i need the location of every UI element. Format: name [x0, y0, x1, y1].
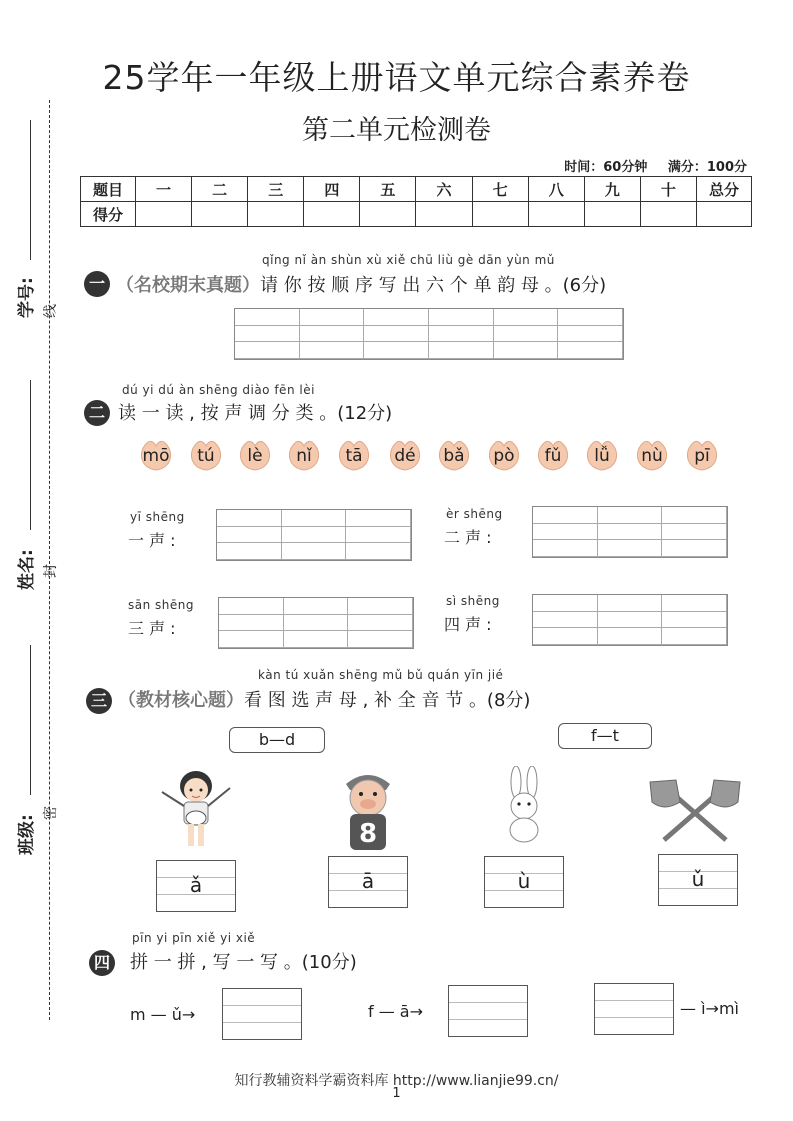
syllable-peach [582, 436, 622, 472]
syllable-text: tú [197, 446, 215, 466]
exam-meta [548, 156, 747, 175]
syllable-peach [136, 436, 176, 472]
tone3-writing-grid[interactable] [218, 597, 414, 649]
choice-b-d: b—d [229, 727, 325, 753]
syllable-peach [284, 436, 324, 472]
score-table-header-row [81, 177, 752, 202]
exam-subtitle: 第二单元检测卷 [302, 115, 491, 146]
q1-prompt [116, 271, 606, 297]
pig-with-eight-icon [330, 766, 406, 854]
answer-box[interactable] [484, 856, 564, 908]
score-cell: 二 [192, 177, 248, 202]
score-input[interactable] [360, 202, 416, 227]
syllable-text: pī [694, 446, 710, 466]
binding-dashed-line [49, 100, 50, 1020]
syllable-text: pò [493, 446, 515, 466]
full-score: 满分：100分 [667, 160, 747, 175]
exam-title: 25学年一年级上册语文单元综合素养卷 [102, 58, 691, 97]
q4-answer-box[interactable] [222, 988, 302, 1040]
tone1-pinyin: yī shēng [130, 510, 185, 524]
tone2-label: 二 声 : [444, 528, 492, 547]
syllable-text: nǐ [296, 446, 312, 466]
score-cell: 三 [248, 177, 304, 202]
score-cell: 八 [528, 177, 584, 202]
score-input[interactable] [304, 202, 360, 227]
q3-prompt [118, 686, 530, 712]
tone2-writing-grid[interactable] [532, 506, 728, 558]
q1-text: 请 你 按 顺 序 写 出 六 个 单 韵 母 。(6分) [260, 275, 607, 296]
answer-box[interactable] [328, 856, 408, 908]
answer-vowel: ù [517, 869, 531, 893]
q4-item1: m — ǔ→ [130, 1005, 196, 1024]
crossed-axes-icon [646, 778, 744, 844]
score-cell: 总分 [697, 177, 752, 202]
score-cell: 五 [360, 177, 416, 202]
tone3-pinyin: sān shēng [128, 598, 194, 612]
q1-pinyin: qǐng nǐ àn shùn xù xiě chū liù gè dān yùn mǔ [262, 253, 555, 267]
score-input[interactable] [192, 202, 248, 227]
score-row-label: 得分 [81, 202, 136, 227]
score-cell: 题目 [81, 177, 136, 202]
syllable-text: mō [142, 446, 170, 466]
syllable-peach [434, 436, 474, 472]
syllable-peach-row [136, 436, 726, 476]
q1-writing-grid[interactable] [234, 308, 624, 360]
tone4-writing-grid[interactable] [532, 594, 728, 646]
score-table-score-row [81, 202, 752, 227]
answer-vowel: ǔ [691, 867, 705, 891]
syllable-text: lǚ [594, 446, 610, 466]
time-limit: 时间：60分钟 [564, 160, 648, 175]
syllable-peach [186, 436, 226, 472]
q4-text: 拼 一 拼 , 写 一 写 。(10分) [130, 952, 357, 973]
name-label: 姓名: [17, 549, 37, 590]
tone1-label: 一 声 : [128, 531, 176, 550]
score-input[interactable] [416, 202, 472, 227]
q3-pinyin: kàn tú xuǎn shēng mǔ bǔ quán yīn jié [258, 668, 504, 682]
syllable-text: nù [641, 446, 663, 466]
syllable-peach [484, 436, 524, 472]
q1-number-badge: 一 [84, 271, 110, 297]
score-input[interactable] [248, 202, 304, 227]
q1-tag: （名校期末真题） [116, 275, 260, 296]
score-cell: 九 [584, 177, 640, 202]
seal-label: 封 [43, 564, 59, 578]
student-no-label: 学号: [17, 277, 37, 318]
score-input[interactable] [584, 202, 640, 227]
q3-text: 看 图 选 声 母 , 补 全 音 节 。(8分) [244, 690, 531, 711]
class-rule [30, 645, 31, 795]
name-rule [30, 380, 31, 530]
choice-f-t: f—t [558, 723, 652, 749]
q4-answer-box[interactable] [448, 985, 528, 1037]
score-table [80, 176, 752, 227]
tone1-writing-grid[interactable] [216, 509, 412, 561]
answer-vowel: ā [361, 869, 375, 893]
q4-item3: — ì→mì [680, 999, 739, 1018]
q2-number-badge: 二 [84, 400, 110, 426]
score-input[interactable] [136, 202, 192, 227]
score-input[interactable] [640, 202, 696, 227]
student-no-rule [30, 120, 31, 260]
answer-box[interactable] [156, 860, 236, 912]
tone4-label: 四 声 : [444, 615, 492, 634]
syllable-text: dé [394, 446, 416, 466]
score-cell: 四 [304, 177, 360, 202]
svg-text:8: 8 [358, 819, 378, 849]
girl-drummer-icon [154, 764, 238, 850]
syllable-peach [385, 436, 425, 472]
secret-label: 密 [43, 806, 59, 820]
tone2-pinyin: èr shēng [446, 507, 503, 521]
score-cell: 七 [472, 177, 528, 202]
syllable-peach [682, 436, 722, 472]
footer-source: 知行教辅资料学霸资料库 http://www.lianjie99.cn/ [234, 1073, 559, 1089]
score-input[interactable] [528, 202, 584, 227]
score-input[interactable] [697, 202, 752, 227]
rabbit-icon [494, 766, 554, 846]
answer-box[interactable] [658, 854, 738, 906]
syllable-text: tā [345, 446, 363, 466]
q3-number-badge: 三 [86, 688, 112, 714]
syllable-text: bǎ [443, 446, 465, 466]
q4-number-badge: 四 [89, 950, 115, 976]
q4-item2: f — ā→ [368, 1002, 424, 1021]
cut-line-label: 线 [43, 304, 59, 318]
syllable-peach [235, 436, 275, 472]
tone3-label: 三 声 : [128, 619, 176, 638]
score-cell: 六 [416, 177, 472, 202]
syllable-text: lè [247, 446, 263, 466]
q3-tag: （教材核心题） [118, 690, 244, 711]
q2-text: 读 一 读 , 按 声 调 分 类 。(12分) [118, 403, 393, 424]
page-number: 1 [392, 1086, 401, 1101]
q4-answer-box[interactable] [594, 983, 674, 1035]
answer-vowel: ǎ [189, 873, 203, 897]
q2-pinyin: dú yi dú àn shēng diào fēn lèi [122, 383, 315, 397]
class-label: 班级: [17, 814, 37, 855]
q4-pinyin: pīn yi pīn xiě yi xiě [132, 931, 256, 945]
syllable-peach [632, 436, 672, 472]
score-cell: 十 [640, 177, 696, 202]
tone4-pinyin: sì shēng [446, 594, 500, 608]
syllable-peach [533, 436, 573, 472]
score-cell: 一 [136, 177, 192, 202]
syllable-peach [334, 436, 374, 472]
score-input[interactable] [472, 202, 528, 227]
syllable-text: fǔ [544, 446, 562, 466]
